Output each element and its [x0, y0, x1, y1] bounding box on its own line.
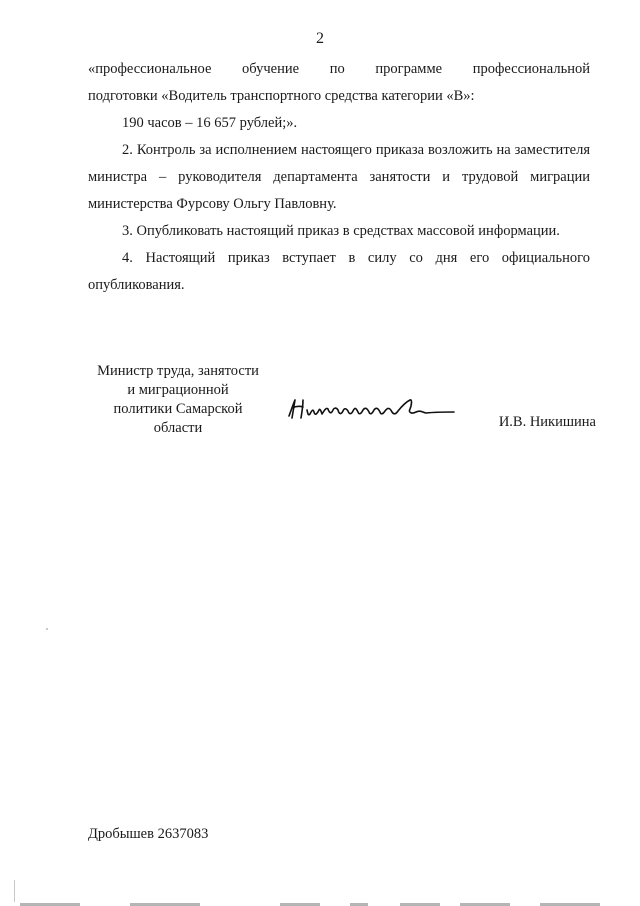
- signer-title-line: политики Самарской: [113, 401, 243, 417]
- paragraph-hours-price: 190 часов – 16 657 рублей;».: [122, 115, 298, 131]
- scan-speck: [46, 628, 48, 630]
- signer-title-line: и миграционной: [127, 382, 229, 398]
- handwritten-signature: [286, 394, 456, 426]
- signer-name: И.В. Никишина: [498, 414, 596, 430]
- page-number: 2: [316, 30, 324, 47]
- paragraph-item-3: 3. Опубликовать настоящий приказ в средствах массовой информации.: [122, 223, 560, 239]
- signer-title-line: Министр труда, занятости: [97, 363, 259, 379]
- paragraph-item-4: 4. Настоящий приказ вступает в силу со дня его официального опубликования.: [88, 250, 590, 293]
- scan-bottom-edge: [0, 900, 640, 906]
- paragraph-program-line2: подготовки «Водитель транспортного средства категории «В»:: [88, 88, 475, 104]
- paragraph-program-line1: «профессиональное обучение по программе профессиональной: [88, 61, 590, 77]
- scan-edge-mark: [14, 880, 15, 902]
- signer-title: [86, 362, 270, 438]
- signer-title-line: области: [153, 420, 203, 436]
- paragraph-item-2: 2. Контроль за исполнением настоящего приказа возложить на заместителя министра – руководителя департамента занятости и трудовой миграции министерства Фурсову Ольгу Павловну.: [88, 142, 590, 212]
- executor-note: Дробышев 2637083: [88, 826, 209, 842]
